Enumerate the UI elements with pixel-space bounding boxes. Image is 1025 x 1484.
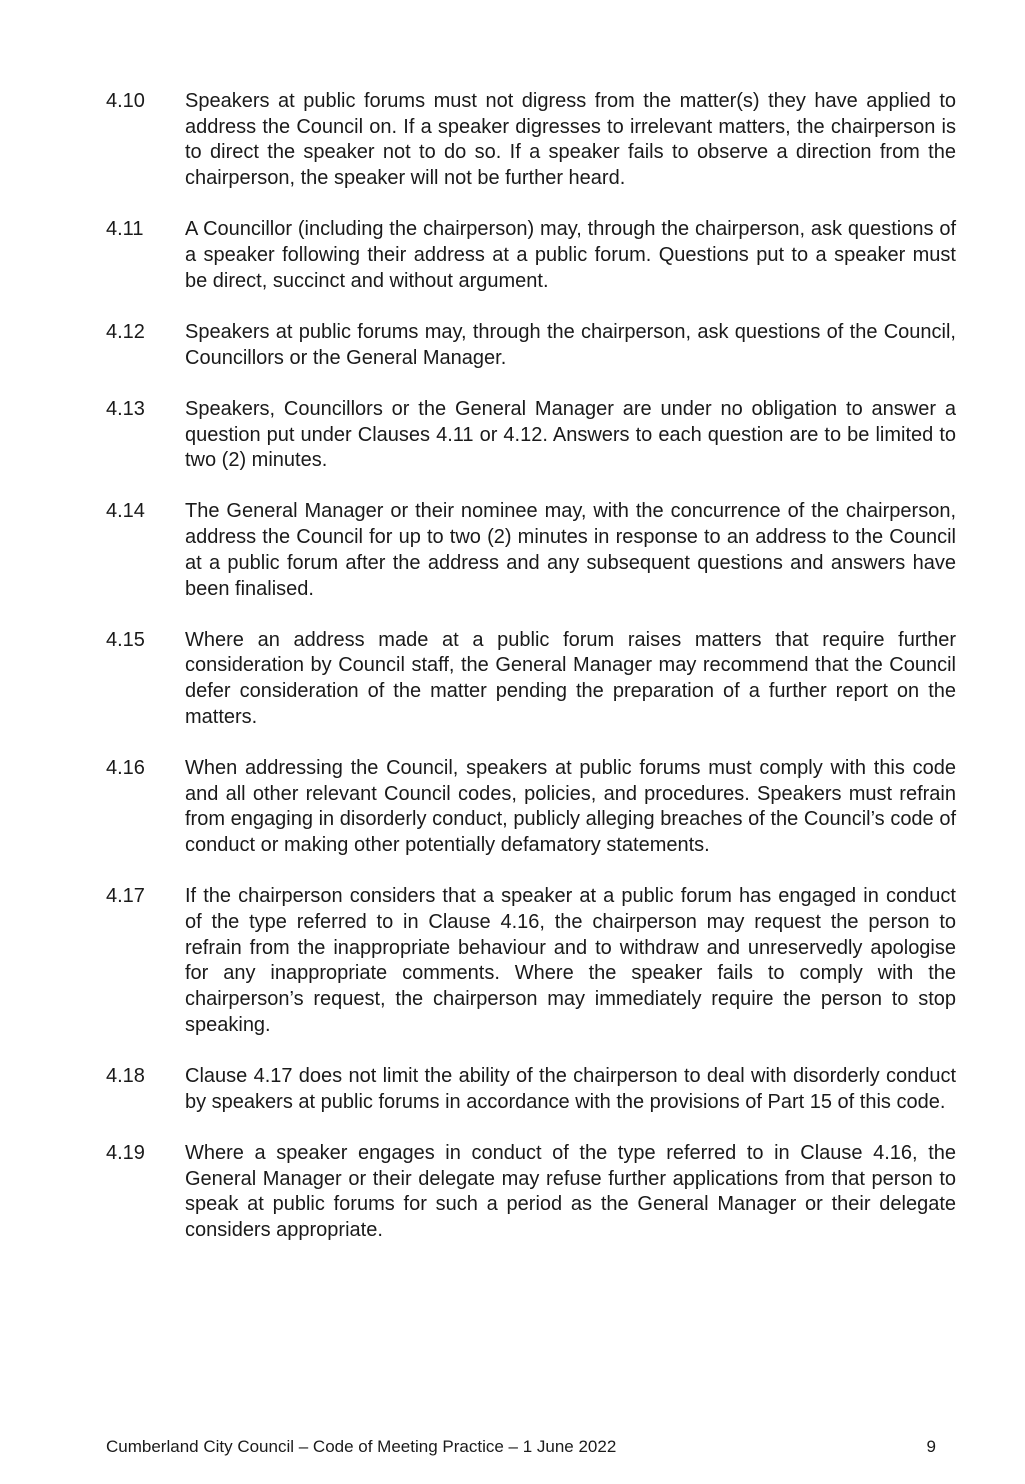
clause-4-12 <box>106 320 956 371</box>
clause-text: Where a speaker engages in conduct of the type referred to in Clause 4.16, the General Manager or their delegate may refuse further applications from that person to speak at public forums for such a period as the General Manager or their delegate considers appropriate. <box>185 1142 956 1242</box>
clause-4-10 <box>106 89 956 192</box>
page-number: 9 <box>926 1437 936 1456</box>
clause-number: 4.19 <box>106 1142 145 1164</box>
clause-number: 4.13 <box>106 397 145 420</box>
clause-4-14 <box>106 499 956 602</box>
clause-text: If the chairperson considers that a speaker at a public forum has engaged in conduct of the type referred to in Clause 4.16, the chairperson may request the person to refrain from the inappropriate behaviour and to withdraw and unreservedly apologise for any inappropriate comments. Where the speaker fails to comply with the chairperson’s request, the chairperson may immediately require the person to stop speaking. <box>185 885 956 1036</box>
clause-text: Where an address made at a public forum raises matters that require further consideration by Council staff, the General Manager may recommend that the Council defer consideration of the matter pending the preparation of a further report on the matters. <box>185 628 956 728</box>
clause-number: 4.10 <box>106 90 145 112</box>
clause-text: Speakers at public forums may, through the chairperson, ask questions of the Council, Councillors or the General Manager. <box>185 320 956 369</box>
clause-list <box>106 89 956 1269</box>
clause-4-17 <box>106 884 956 1038</box>
clause-number: 4.12 <box>106 320 145 343</box>
clause-text: A Councillor (including the chairperson) may, through the chairperson, ask questions of a speaker following their address at a public forum. Questions put to a speaker must be direct, succinct and without argument. <box>185 218 956 292</box>
footer-document-title: Cumberland City Council – Code of Meeting Practice – 1 June 2022 <box>106 1437 617 1456</box>
clause-number: 4.15 <box>106 628 145 651</box>
clause-4-11 <box>106 217 956 294</box>
clause-number: 4.18 <box>106 1065 145 1088</box>
clause-4-15 <box>106 628 956 731</box>
clause-4-13 <box>106 397 956 474</box>
clause-text: Speakers, Councillors or the General Manager are under no obligation to answer a question put under Clauses 4.11 or 4.12. Answers to each question are to be limited to two (2) minutes. <box>185 397 956 472</box>
clause-text: Speakers at public forums must not digress from the matter(s) they have applied to address the Council on. If a speaker digresses to irrelevant matters, the chairperson is to direct the speaker not to do so. If a speaker fails to observe a direction from the chairperson, the speaker will not be further heard. <box>185 90 956 190</box>
clause-text: Clause 4.17 does not limit the ability of the chairperson to deal with disorderly conduct by speakers at public forums in accordance with the provisions of Part 15 of this code. <box>185 1065 956 1113</box>
clause-4-16 <box>106 756 956 859</box>
clause-text: When addressing the Council, speakers at public forums must comply with this code and all other relevant Council codes, policies, and procedures. Speakers must refrain from engaging in disorderly conduct, publicly alleging breaches of the Council’s code of conduct or making other potentially defamatory statements. <box>185 757 956 857</box>
clause-4-18 <box>106 1064 956 1115</box>
clause-text: The General Manager or their nominee may, with the concurrence of the chairperson, address the Council for up to two (2) minutes in response to an address to the Council at a public forum after the address and any subsequent questions and answers have been finalised. <box>185 500 956 600</box>
clause-number: 4.11 <box>106 218 144 241</box>
clause-number: 4.16 <box>106 757 145 780</box>
clause-4-19 <box>106 1141 956 1244</box>
clause-number: 4.14 <box>106 500 145 523</box>
clause-number: 4.17 <box>106 885 145 908</box>
